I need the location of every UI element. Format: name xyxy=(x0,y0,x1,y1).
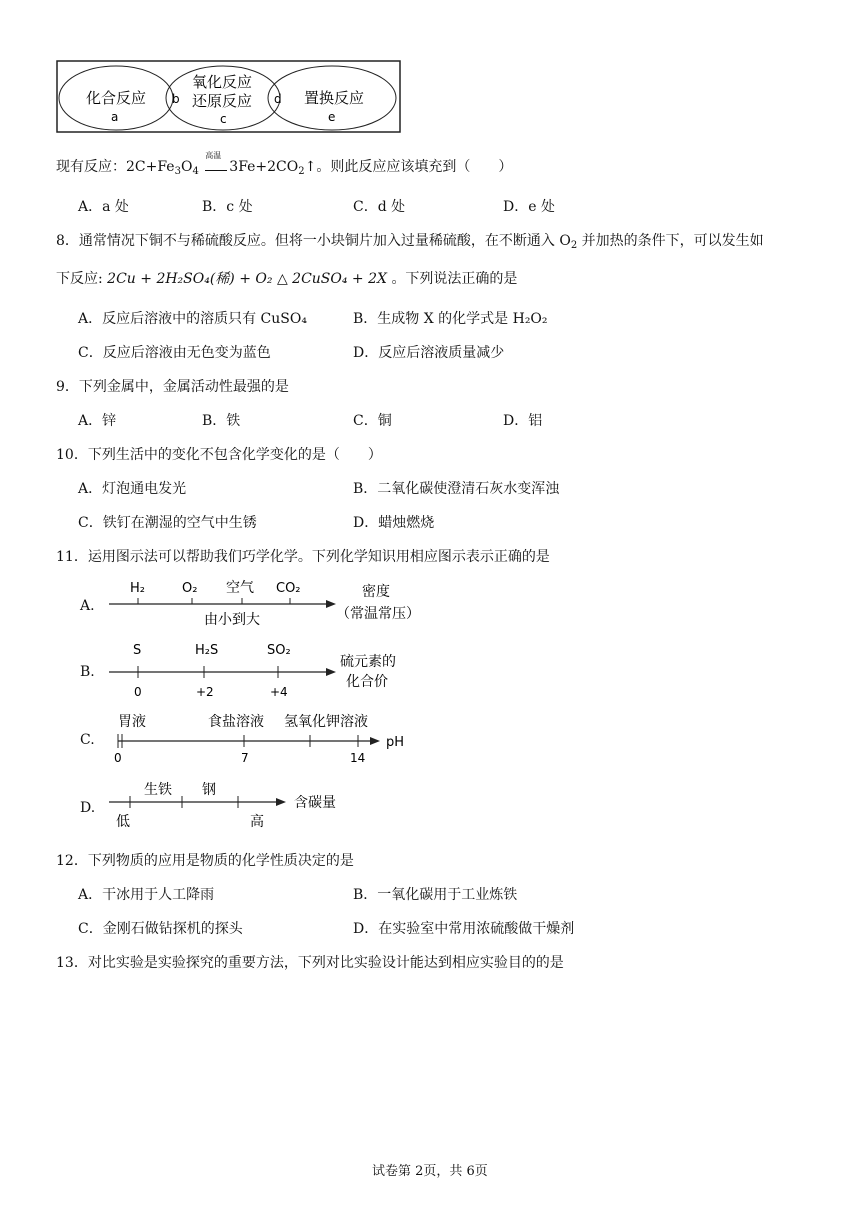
q11-diagram-a xyxy=(104,576,434,634)
q11a-end2: （常温常压） xyxy=(336,606,420,622)
q11b-value-0: 0 xyxy=(134,685,142,699)
q11b-item-so2: SO₂ xyxy=(267,643,291,658)
q11b-end1: 硫元素的 xyxy=(340,654,396,670)
venn-d-letter: d xyxy=(274,92,282,106)
q10-stem: 10．下列生活中的变化不包含化学变化的是（ ） xyxy=(56,447,382,463)
q7-option-d[interactable]: D．e 处 xyxy=(503,199,555,215)
q11b-item-s: S xyxy=(133,643,142,658)
q11d-value-low: 低 xyxy=(116,814,130,830)
venn-e-letter: e xyxy=(328,110,336,124)
q7-option-b[interactable]: B．c 处 xyxy=(202,199,253,215)
q11c-item-salt: 食盐溶液 xyxy=(208,714,264,730)
q7-option-c[interactable]: C．d 处 xyxy=(353,199,406,215)
q9-option-c[interactable]: C．铜 xyxy=(353,413,392,429)
q10-option-c[interactable]: C．铁钉在潮湿的空气中生锈 xyxy=(78,515,257,531)
q11-option-b-label[interactable]: B. xyxy=(80,664,95,680)
q11b-end2: 化合价 xyxy=(346,674,388,690)
q11b-value-4: +4 xyxy=(270,685,288,699)
q11a-item-o2: O₂ xyxy=(182,581,198,596)
q11c-item-koh: 氢氧化钾溶液 xyxy=(284,714,368,730)
q11a-under: 由小到大 xyxy=(204,612,260,628)
q11b-value-2: +2 xyxy=(196,685,214,699)
q12-option-b[interactable]: B．一氧化碳用于工业炼铁 xyxy=(353,887,518,903)
q11-diagram-d xyxy=(104,776,404,832)
q11d-item-pig-iron: 生铁 xyxy=(144,782,172,798)
q8-equation: 2Cu + 2H₂SO₄(稀) + O₂ △ 2CuSO₄ + 2X xyxy=(107,271,387,287)
q11-diagram-c xyxy=(104,708,424,768)
q11d-end: 含碳量 xyxy=(294,795,336,811)
q11-diagram-b xyxy=(104,640,424,700)
q9-option-a[interactable]: A．锌 xyxy=(78,413,117,429)
q9-stem: 9．下列金属中，金属活动性最强的是 xyxy=(56,379,289,395)
q9-option-b[interactable]: B．铁 xyxy=(202,413,241,429)
venn-c-line2: 还原反应 xyxy=(192,92,253,110)
q11-option-d-label[interactable]: D. xyxy=(80,800,96,816)
venn-diagram xyxy=(56,60,402,134)
q8-option-d[interactable]: D．反应后溶液质量减少 xyxy=(353,345,505,361)
q13-stem: 13．对比实验是实验探究的重要方法，下列对比实验设计能达到相应实验目的的是 xyxy=(56,955,564,971)
q10-option-a[interactable]: A．灯泡通电发光 xyxy=(78,481,187,497)
q8-stem-line1: 8．通常情况下铜不与稀硫酸反应。但将一小块铜片加入过量稀硫酸，在不断通入 $O_2$ 并加热的条件下，可以发生如 xyxy=(56,233,764,251)
venn-a-letter: a xyxy=(111,110,119,124)
q11c-item-gastric: 胃液 xyxy=(118,714,146,730)
venn-b-letter: b xyxy=(172,92,180,106)
venn-c-letter: c xyxy=(220,112,227,126)
q7-option-a[interactable]: A．a 处 xyxy=(78,199,129,215)
q11c-value-14: 14 xyxy=(350,751,366,765)
venn-a-label: 化合反应 xyxy=(86,89,147,107)
q10-option-d[interactable]: D．蜡烛燃烧 xyxy=(353,515,435,531)
q9-option-d[interactable]: D．铝 xyxy=(503,413,543,429)
q11-stem: 11．运用图示法可以帮助我们巧学化学。下列化学知识用相应图示表示正确的是 xyxy=(56,549,550,565)
q8-option-a[interactable]: A．反应后溶液中的溶质只有 CuSO₄ xyxy=(78,311,307,327)
q8-option-c[interactable]: C．反应后溶液由无色变为蓝色 xyxy=(78,345,271,361)
q11b-item-h2s: H₂S xyxy=(195,643,219,658)
q11c-value-7: 7 xyxy=(241,751,249,765)
q11d-item-steel: 钢 xyxy=(202,782,216,798)
venn-c-line1: 氧化反应 xyxy=(192,73,253,91)
q7-stem: 现有反应：$2C+Fe_3O_4$ 高温 $3Fe+2CO_2↑$。则此反应应该填充到（ ） xyxy=(56,151,513,177)
q8-option-b[interactable]: B．生成物 X 的化学式是 H₂O₂ xyxy=(353,311,548,327)
q11c-value-0: 0 xyxy=(114,751,122,765)
q11d-value-high: 高 xyxy=(250,814,264,830)
q11a-end1: 密度 xyxy=(362,584,390,600)
q11a-item-co2: CO₂ xyxy=(276,581,301,596)
q11c-end: pH xyxy=(386,735,405,750)
q11-option-c-label[interactable]: C. xyxy=(80,732,95,748)
q11a-item-air: 空气 xyxy=(226,580,254,596)
q12-option-c[interactable]: C．金刚石做钻探机的探头 xyxy=(78,921,243,937)
page-footer: 试卷第 2页，共 6页 xyxy=(372,1164,488,1179)
q12-option-a[interactable]: A．干冰用于人工降雨 xyxy=(78,887,215,903)
q7-condition: 高温 xyxy=(203,159,229,175)
q12-option-d[interactable]: D．在实验室中常用浓硫酸做干燥剂 xyxy=(353,921,575,937)
q11-option-a-label[interactable]: A. xyxy=(80,598,95,614)
q10-option-b[interactable]: B．二氧化碳使澄清石灰水变浑浊 xyxy=(353,481,560,497)
q12-stem: 12．下列物质的应用是物质的化学性质决定的是 xyxy=(56,853,354,869)
venn-e-label: 置换反应 xyxy=(304,89,365,107)
q11a-item-h2: H₂ xyxy=(130,581,145,596)
q8-stem-line2: 下反应: 2Cu + 2H₂SO₄(稀) + O₂ △ 2CuSO₄ + 2X 。下列说法正确的是 xyxy=(56,271,518,287)
